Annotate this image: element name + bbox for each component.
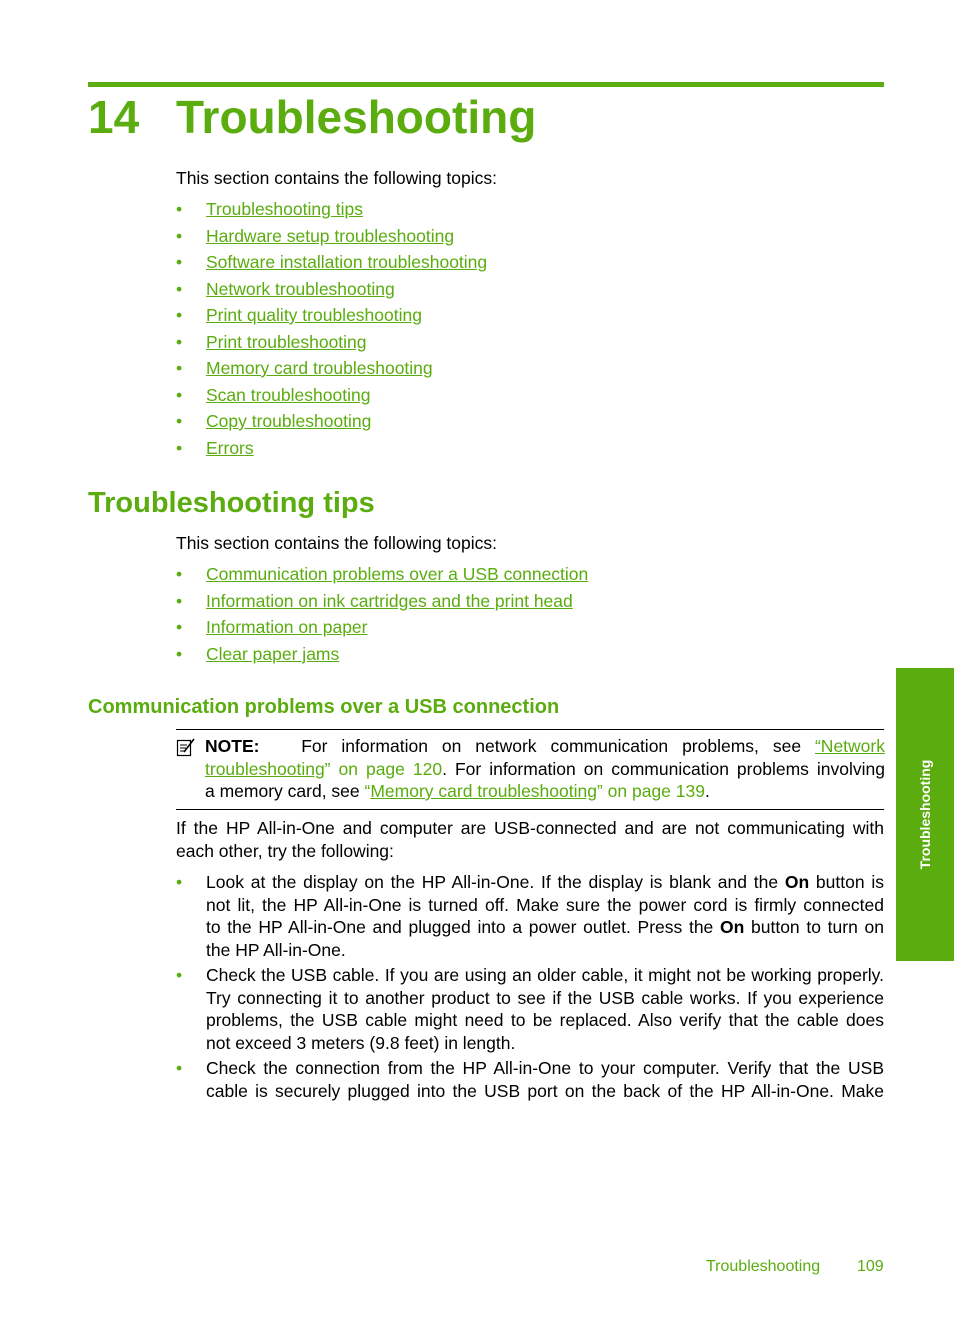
note-label: NOTE: — [205, 736, 260, 756]
bullet-icon: • — [176, 965, 183, 985]
list-item — [176, 384, 487, 411]
note-text: . For information on communication problems involving — [442, 758, 885, 779]
paragraph-line: not lit, the HP All-in-One is turned off. Make sure the power cord is firmly connected — [206, 894, 884, 915]
list-item — [176, 410, 487, 437]
topic-link-scan[interactable]: Scan troubleshooting — [206, 384, 371, 405]
chapter-title-text: Troubleshooting — [176, 91, 537, 143]
bullet-icon: • — [176, 384, 183, 405]
bullet-icon: • — [176, 437, 183, 458]
section-intro: This section contains the following topics: — [176, 533, 497, 553]
paragraph-line: problems, the USB cable might need to be replaced. Also verify that the cable does — [206, 1010, 884, 1030]
topic-link-hardware-setup[interactable]: Hardware setup troubleshooting — [206, 225, 455, 246]
paragraph-line: Check the connection from the HP All-in-One to your computer. Verify that the USB — [206, 1058, 884, 1078]
section-topic-list — [176, 563, 588, 669]
usb-intro-paragraph — [176, 817, 884, 862]
list-item — [176, 643, 588, 670]
list-item — [176, 590, 588, 617]
paragraph-line: cable is securely plugged into the USB port on the back of the HP All-in-One. Make — [206, 1080, 884, 1101]
topic-link-paper[interactable]: Information on paper — [206, 617, 368, 637]
topic-link-ink-cartridges[interactable]: Information on ink cartridges and the print head — [206, 590, 573, 611]
section-title: Troubleshooting tips — [88, 487, 375, 519]
network-troubleshooting-link-cont[interactable]: troubleshooting — [205, 758, 325, 779]
topic-link-print[interactable]: Print troubleshooting — [206, 331, 367, 352]
topic-link-network[interactable]: Network troubleshooting — [206, 278, 395, 299]
topic-link-usb-communication[interactable]: Communication problems over a USB connection — [206, 564, 589, 584]
topic-link-memory-card[interactable]: Memory card troubleshooting — [206, 358, 433, 378]
list-item — [176, 563, 588, 590]
subsection-title: Communication problems over a USB connection — [88, 696, 560, 718]
chapter-title — [88, 90, 536, 144]
bullet-icon: • — [176, 305, 183, 325]
paragraph-line: the HP All-in-One. — [206, 939, 346, 960]
note-line — [205, 735, 885, 758]
bullet-icon: • — [176, 411, 183, 431]
bullet-icon: • — [176, 617, 183, 637]
paragraph-line — [206, 871, 884, 894]
bullet-icon: • — [176, 331, 183, 352]
list-item — [176, 964, 884, 1054]
chapter-side-tab — [896, 668, 954, 961]
bullet-icon: • — [176, 872, 183, 892]
page-reference: ” on page 120 — [324, 758, 443, 779]
bullet-icon: • — [176, 225, 183, 246]
note-icon — [176, 737, 196, 757]
topic-link-errors[interactable]: Errors — [206, 437, 254, 458]
chapter-intro: This section contains the following topics: — [176, 168, 497, 188]
note-divider-bottom — [176, 809, 884, 810]
note-line — [205, 780, 885, 803]
list-item — [176, 304, 487, 331]
bullet-icon: • — [176, 590, 183, 611]
text-run: button is — [809, 872, 884, 892]
paragraph-line — [206, 916, 884, 939]
list-item — [176, 871, 884, 961]
bullet-icon: • — [176, 252, 183, 272]
bullet-icon: • — [176, 278, 183, 299]
side-tab-text: Troubleshooting — [917, 759, 933, 870]
list-item — [176, 198, 487, 225]
text-run: to the HP All-in-One and plugged into a power outlet. Press the — [206, 917, 720, 937]
bullet-icon: • — [176, 1058, 183, 1078]
bullet-icon: • — [176, 358, 183, 378]
text-run: Look at the display on the HP All-in-One. If the display is blank and the — [206, 872, 785, 892]
quote-mark: “ — [364, 781, 371, 801]
paragraph-line: Check the USB cable. If you are using an older cable, it might not be working properly. — [206, 965, 884, 985]
list-item — [176, 437, 487, 464]
bullet-icon: • — [176, 199, 183, 219]
side-tab-label — [896, 668, 954, 961]
footer-section-name: Troubleshooting — [706, 1258, 821, 1275]
chapter-topic-list — [176, 198, 487, 463]
bullet-icon: • — [176, 564, 183, 584]
topic-link-troubleshooting-tips[interactable]: Troubleshooting tips — [206, 199, 363, 219]
page-reference: ” on page 139 — [596, 781, 705, 801]
text-run: button to turn on — [744, 917, 884, 937]
on-button-term: On — [720, 917, 745, 937]
paragraph-line: not exceed 3 meters (9.8 feet) in length. — [206, 1032, 516, 1053]
on-button-term: On — [784, 872, 810, 892]
topic-link-paper-jams[interactable]: Clear paper jams — [206, 643, 340, 664]
list-item — [176, 357, 487, 384]
paragraph-line: If the HP All-in-One and computer are USB-connected and are not communicating with — [176, 818, 884, 838]
note-block — [205, 735, 885, 803]
network-troubleshooting-link[interactable]: “Network — [814, 736, 885, 756]
bullet-icon: • — [176, 643, 183, 664]
list-item — [176, 331, 487, 358]
paragraph-line: Try connecting it to another product to see if the USB cable works. If you experience — [206, 987, 884, 1008]
memory-card-troubleshooting-link[interactable]: Memory card troubleshooting — [370, 781, 597, 801]
list-item — [176, 1057, 884, 1102]
note-text: For information on network communication problems, see — [301, 736, 815, 756]
usb-steps-list — [176, 871, 884, 1102]
list-item — [176, 278, 487, 305]
chapter-rule — [88, 82, 884, 87]
note-text: . — [704, 781, 710, 801]
note-divider-top — [176, 729, 884, 730]
topic-link-print-quality[interactable]: Print quality troubleshooting — [206, 305, 422, 325]
note-line — [205, 758, 885, 781]
list-item — [176, 225, 487, 252]
paragraph-line: each other, try the following: — [176, 840, 394, 861]
topic-link-copy[interactable]: Copy troubleshooting — [206, 411, 372, 431]
footer-page-number: 109 — [857, 1258, 884, 1275]
note-text: a memory card, see — [205, 781, 365, 801]
list-item — [176, 251, 487, 278]
topic-link-software-installation[interactable]: Software installation troubleshooting — [206, 252, 488, 272]
chapter-number: 14 — [88, 91, 140, 143]
list-item — [176, 616, 588, 643]
